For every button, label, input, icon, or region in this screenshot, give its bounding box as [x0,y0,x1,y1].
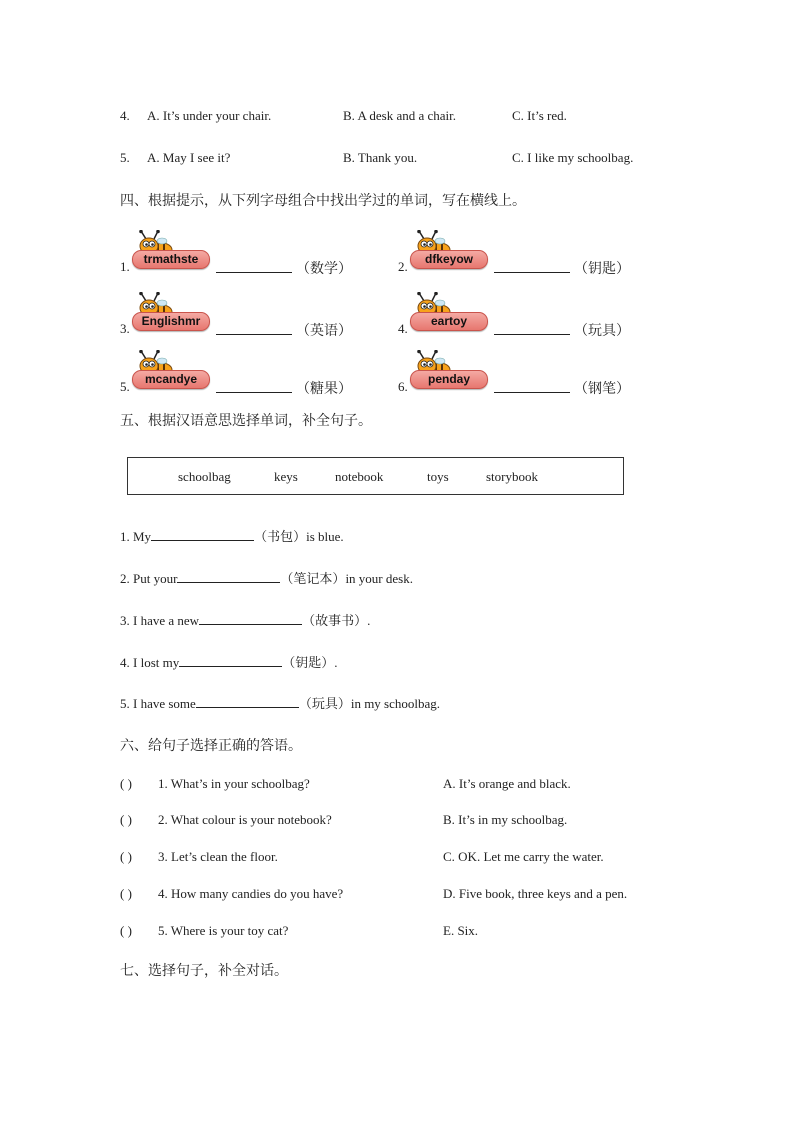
letter-group-label: Englishmr [132,312,210,331]
item-number: 5. [120,379,130,394]
letter-group-label: penday [410,370,488,389]
match-question-row [120,923,288,939]
word-bank-item: storybook [486,469,538,484]
sentence-start: 5. I have some [120,696,196,711]
chinese-hint: （笔记本） [280,572,346,587]
letter-puzzle-item [120,292,380,340]
sentence-start: 2. Put your [120,571,178,586]
letter-puzzle-item [398,350,658,398]
sentence-end: is blue. [306,529,344,544]
answer-blank[interactable] [151,528,254,541]
letter-puzzle-item [120,350,380,398]
match-question-row [120,886,343,902]
chinese-hint: （玩具） [574,323,630,339]
section-4-heading: 四、根据提示，从下列字母组合中找出学过的单词，写在横线上。 [120,193,526,209]
option-a: A. May I see it? [147,150,231,165]
chinese-hint: （钢笔） [574,381,630,397]
word-bank-item: toys [427,469,449,484]
sentence-start: 4. I lost my [120,655,180,670]
word-bank-box [127,457,624,495]
section-6-heading: 六、给句子选择正确的答语。 [120,738,302,754]
answer-parentheses[interactable]: ( ) [120,776,132,791]
fill-sentence-1 [120,526,344,545]
question-row-5 [120,150,130,166]
sentence-start: 3. I have a new [120,613,200,628]
sentence-start: 1. My [120,529,152,544]
fill-sentence-4 [120,652,338,671]
answer-parentheses[interactable]: ( ) [120,886,132,901]
sentence-end: in my schoolbag. [350,696,441,711]
answer-blank[interactable] [494,378,570,393]
option-c: C. It’s red. [512,108,567,123]
chinese-hint: （钥匙） [574,261,630,277]
answer-parentheses[interactable]: ( ) [120,812,132,827]
match-question-row [120,812,332,828]
section-5-heading: 五、根据汉语意思选择单词，补全句子。 [120,413,372,429]
fill-sentence-2 [120,568,413,587]
answer-blank[interactable] [177,570,280,583]
sentence-end: . [334,655,338,670]
question-text: 5. Where is your toy cat? [158,923,289,938]
chinese-hint: （玩具） [298,697,351,712]
match-answer-option: D. Five book, three keys and a pen. [443,886,628,901]
match-question-row [120,776,310,792]
item-number: 2. [398,259,408,274]
answer-blank[interactable] [216,320,292,335]
letter-puzzle-item [398,292,658,340]
answer-blank[interactable] [199,612,302,625]
answer-blank[interactable] [216,258,292,273]
match-question-row [120,849,278,865]
item-number: 6. [398,379,408,394]
chinese-hint: （书包） [254,530,307,545]
section-7-heading: 七、选择句子，补全对话。 [120,963,288,979]
option-b: B. Thank you. [343,150,418,165]
question-text: 4. How many candies do you have? [158,886,344,901]
chinese-hint: （数学） [296,261,352,277]
question-text: 1. What’s in your schoolbag? [158,776,310,791]
question-number: 4. [120,108,130,123]
match-answer-option: E. Six. [443,923,479,938]
answer-blank[interactable] [216,378,292,393]
answer-blank[interactable] [494,320,570,335]
question-number: 5. [120,150,130,165]
letter-group-label: eartoy [410,312,488,331]
match-answer-option: A. It’s orange and black. [443,776,571,791]
sentence-end: . [367,613,371,628]
item-number: 4. [398,321,408,336]
question-row-4 [120,108,130,124]
match-answer-option: B. It’s in my schoolbag. [443,812,568,827]
word-bank-item: keys [274,469,298,484]
word-bank-item: schoolbag [178,469,231,484]
item-number: 3. [120,321,130,336]
question-text: 3. Let’s clean the floor. [158,849,278,864]
answer-parentheses[interactable]: ( ) [120,849,132,864]
chinese-hint: （糖果） [296,381,352,397]
option-b: B. A desk and a chair. [343,108,457,123]
word-bank-item: notebook [335,469,384,484]
fill-sentence-5 [120,693,440,712]
letter-puzzle-item [398,230,658,278]
letter-group-label: trmathste [132,250,210,269]
fill-sentence-3 [120,610,370,629]
answer-blank[interactable] [179,654,282,667]
chinese-hint: （钥匙） [282,656,335,671]
match-answer-option: C. OK. Let me carry the water. [443,849,604,864]
answer-parentheses[interactable]: ( ) [120,923,132,938]
option-c: C. I like my schoolbag. [512,150,634,165]
answer-blank[interactable] [494,258,570,273]
chinese-hint: （英语） [296,323,352,339]
question-text: 2. What colour is your notebook? [158,812,332,827]
sentence-end: in your desk. [345,571,413,586]
item-number: 1. [120,259,130,274]
option-a: A. It’s under your chair. [147,108,272,123]
letter-group-label: mcandye [132,370,210,389]
answer-blank[interactable] [196,695,299,708]
chinese-hint: （故事书） [302,614,368,629]
letter-group-label: dfkeyow [410,250,488,269]
letter-puzzle-item [120,230,380,278]
